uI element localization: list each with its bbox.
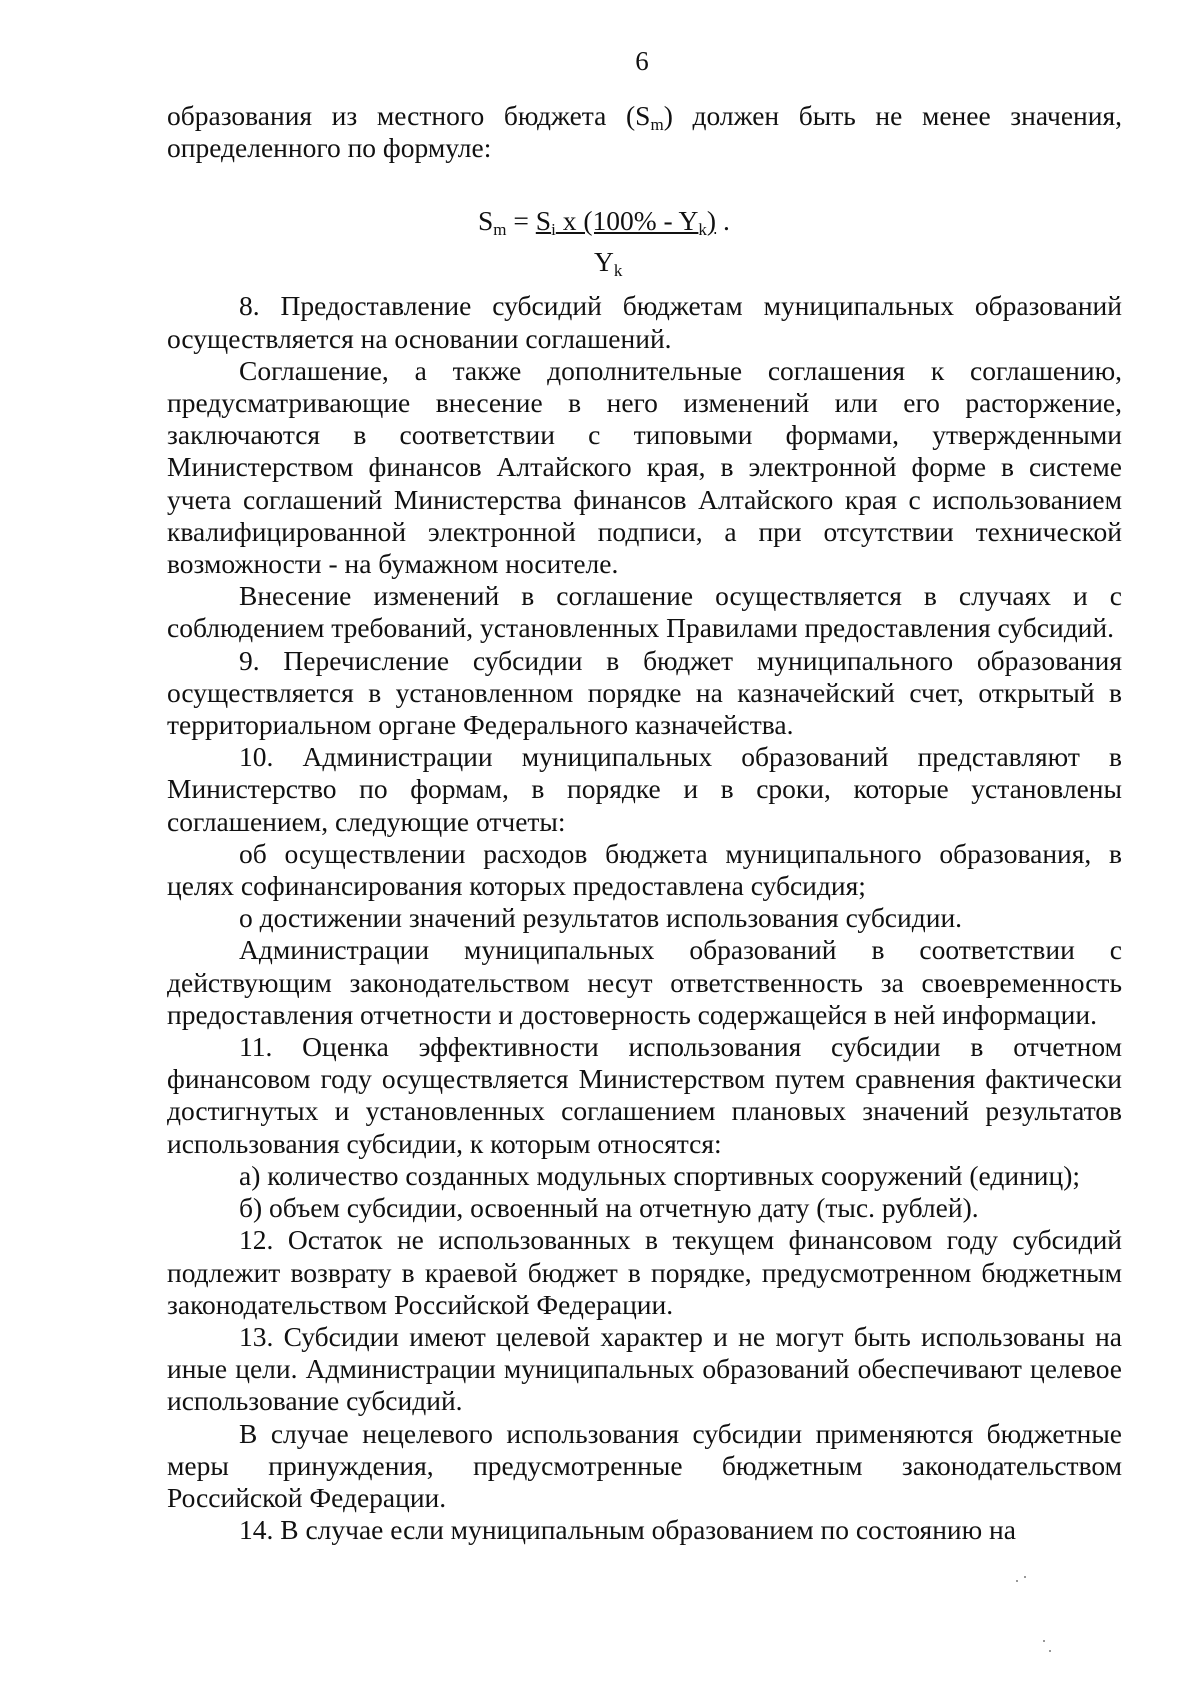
page-number: 6 — [635, 46, 649, 76]
report-item-expenses: об осуществлении расходов бюджета муниципального образования, в целях софинансирования которых предоставлена субсидия; — [167, 837, 1122, 902]
paragraph-12: 12. Остаток не использованных в текущем финансовом году субсидий подлежит возврату в краевой бюджет в порядке, предусмотренном бюджетным законодательством Российской Федерации. — [167, 1224, 1122, 1320]
formula-numerator-line: $S_m = S_i$ x $(100\% - Y_k)$ . — [478, 205, 730, 240]
document-body — [167, 100, 1122, 1546]
result-item-b: б) объем субсидии, освоенный на отчетную дату (тыс. рублей). — [239, 1192, 979, 1224]
paragraph-amendments: Внесение изменений в соглашение осуществляется в случаях и с соблюдением требований, установленных Правилами предоставления субсидий. — [167, 580, 1122, 644]
paragraph-10: 10. Администрации муниципальных образований представляют в Министерство по формам, в порядке и в сроки, которые установлены соглашением, следующие отчеты: — [167, 741, 1122, 837]
scan-speck — [1043, 1640, 1045, 1642]
paragraph-11: 11. Оценка эффективности использования субсидии в отчетном финансовом году осуществляется Министерством путем сравнения фактически достигнутых и установленных соглашением плановых значений результатов использования субсидии, к которым относятся: — [167, 1031, 1122, 1159]
formula-denominator: $Y_k$ — [594, 246, 623, 281]
formula — [167, 164, 1122, 290]
paragraph-responsibility: Администрации муниципальных образований в соответствии с действующим законодательством несут ответственность за своевременность предоставления отчетности и достоверность содержащейся в ней информации. — [167, 934, 1122, 1030]
scan-speck — [1024, 1576, 1026, 1578]
paragraph-14: 14. В случае если муниципальным образованием по состоянию на — [239, 1514, 1016, 1546]
report-item-results: о достижении значений результатов использования субсидии. — [239, 902, 963, 934]
paragraph-13: 13. Субсидии имеют целевой характер и не могут быть использованы на иные цели. Администрации муниципальных образований обеспечивают целевое использование субсидий. — [167, 1320, 1122, 1417]
paragraph-9: 9. Перечисление субсидии в бюджет муниципального образования осуществляется в установленном порядке на казначейский счет, открытый в территориальном органе Федерального казначейства. — [167, 644, 1122, 741]
paragraph-misuse: В случае нецелевого использования субсидии применяются бюджетные меры принуждения, предусмотренные бюджетным законодательством Российской Федерации. — [167, 1417, 1122, 1513]
scan-speck — [1016, 1580, 1018, 1582]
paragraph-8: 8. Предоставление субсидий бюджетам муниципальных образований осуществляется на основании соглашений. — [167, 290, 1122, 354]
scan-speck — [1049, 1650, 1051, 1652]
paragraph-agreement: Соглашение, а также дополнительные соглашения к соглашению, предусматривающие внесение в него изменений или его расторжение, заключаются в соответствии с типовыми формами, утвержденными Министерством финансов Алтайского края, в электронной форме в системе учета соглашений Министерства финансов Алтайского края с использованием квалифицированной электронной подписи, а при отсутствии технической возможности - на бумажном носителе. — [167, 354, 1122, 580]
intro-paragraph: образования из местного бюджета $(S_m)$ должен быть не менее значения, определенного по формуле: — [167, 100, 1122, 164]
result-item-a: а) количество созданных модульных спортивных сооружений (единиц); — [239, 1159, 1081, 1191]
formula-numerator: $S_i$ x $(100\% - Y_k)$ — [535, 205, 717, 240]
